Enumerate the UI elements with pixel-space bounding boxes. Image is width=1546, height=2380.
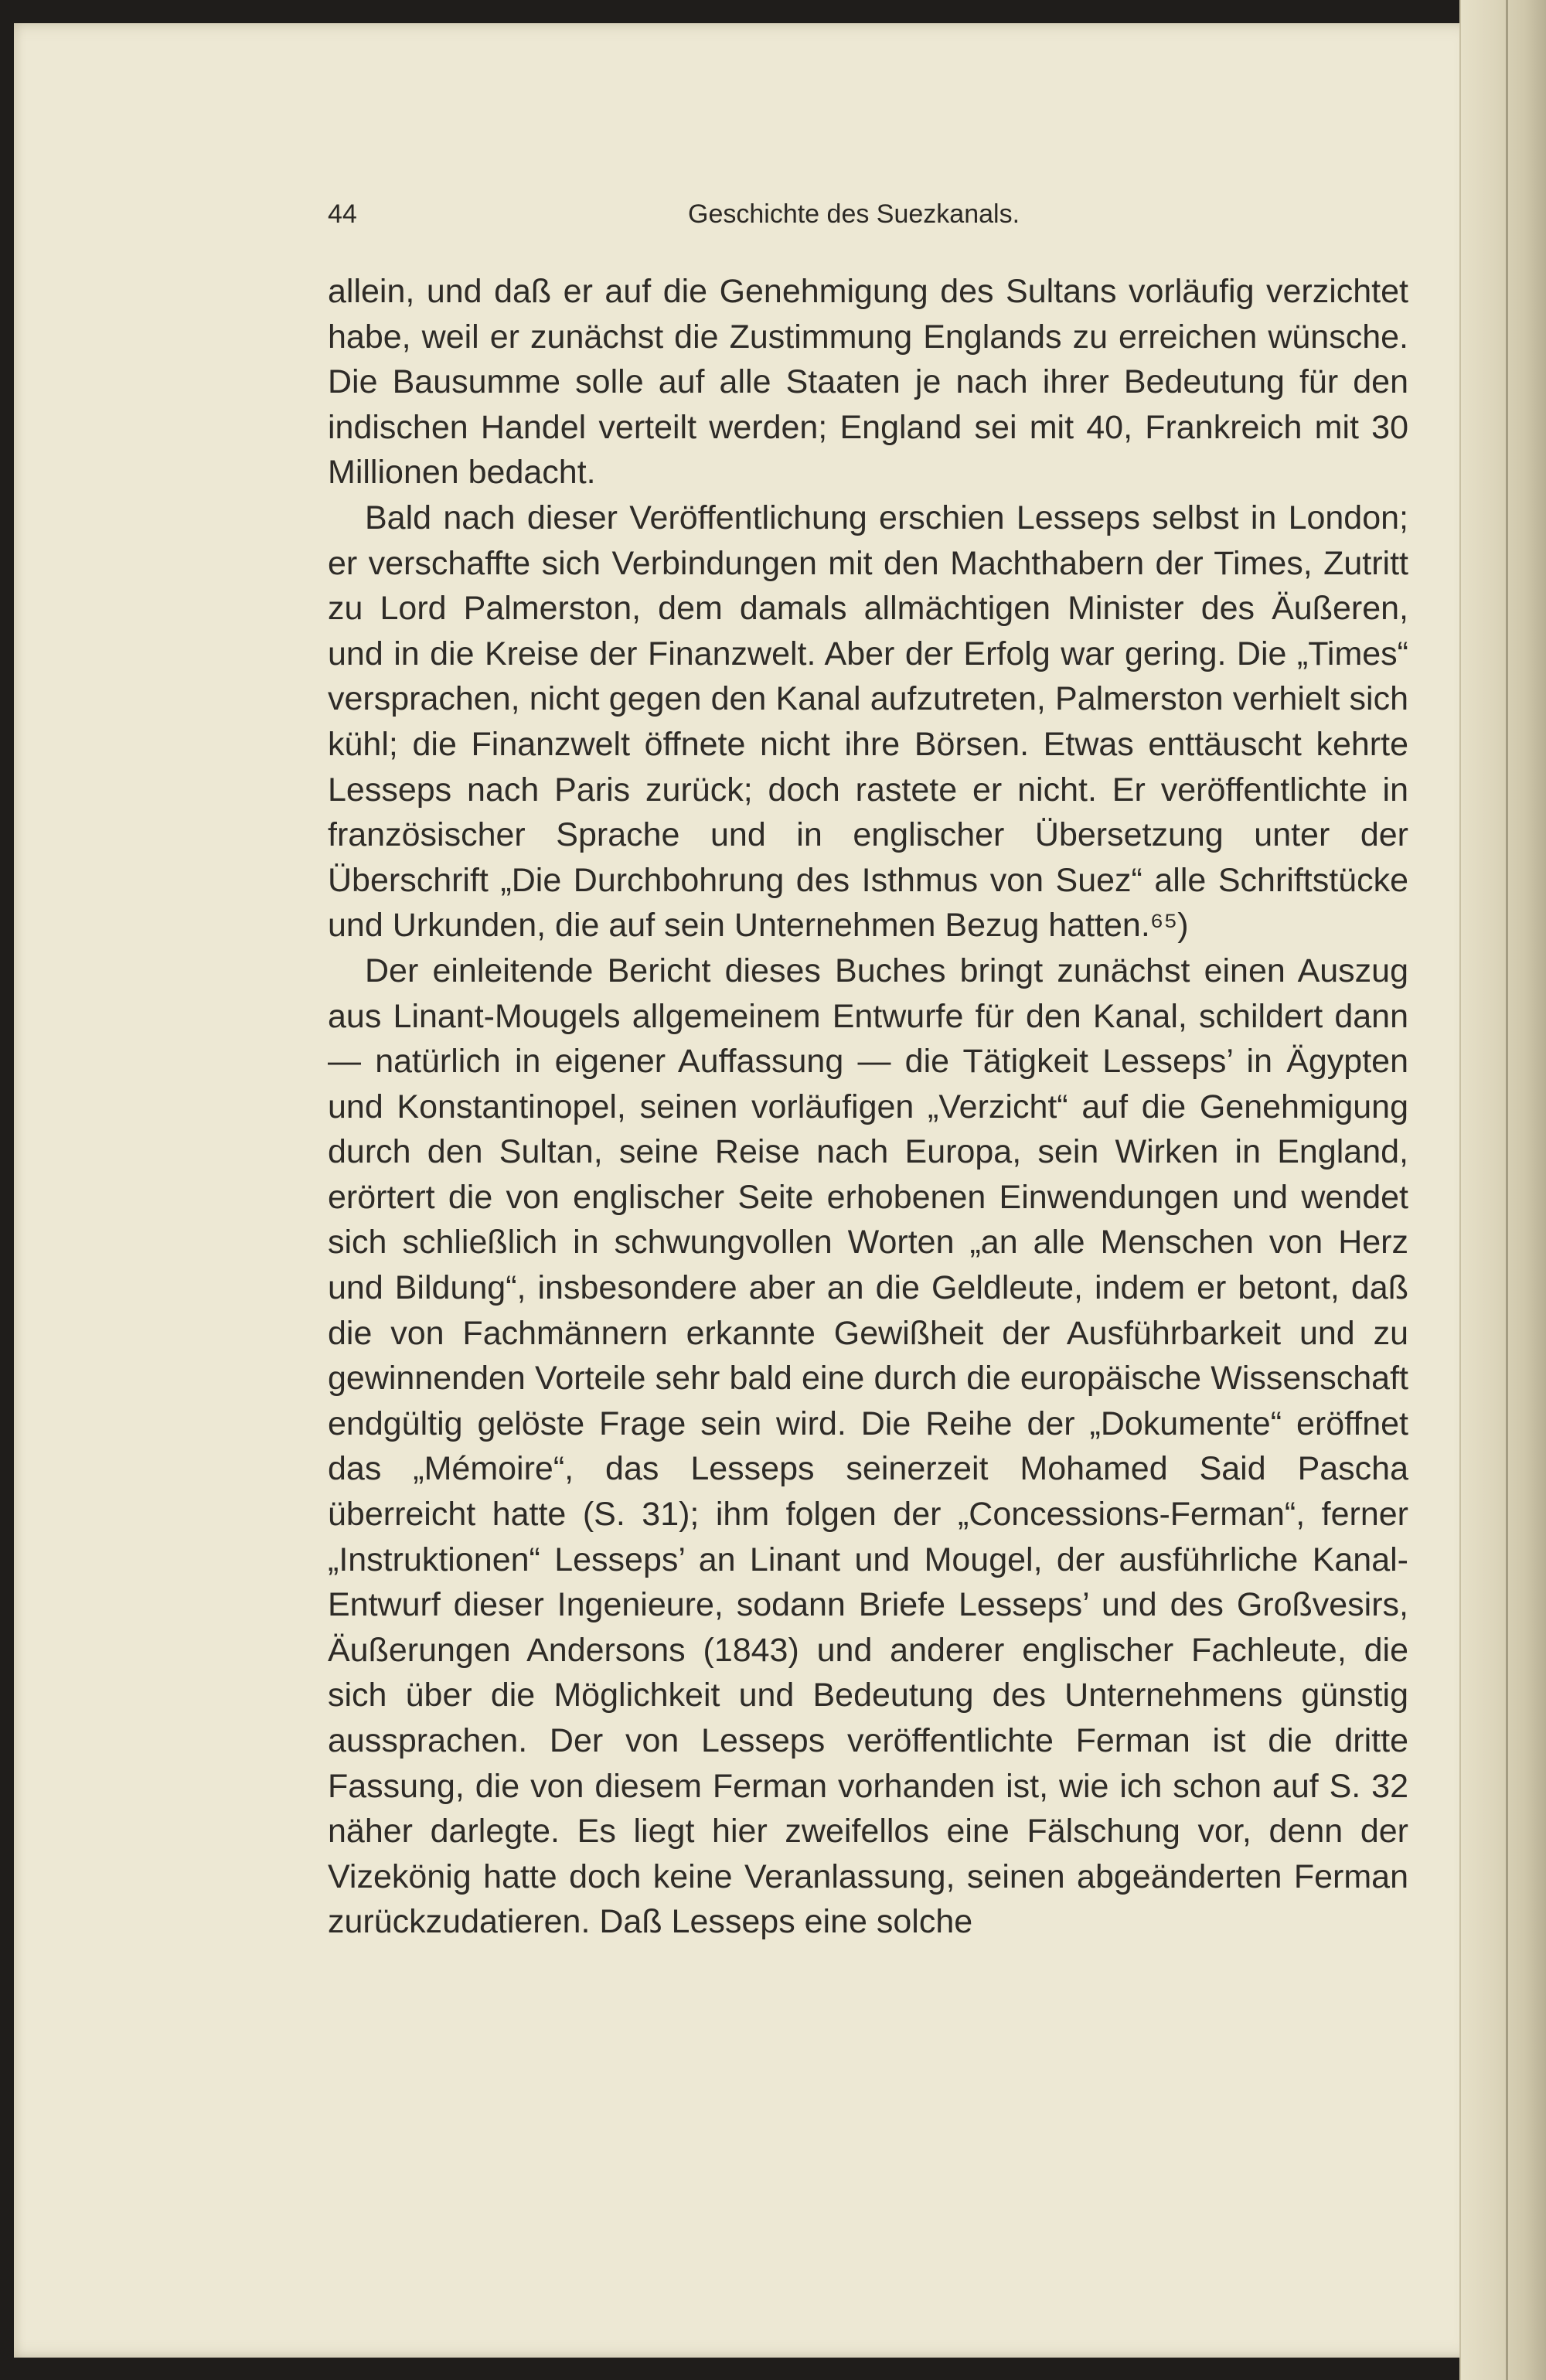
page-edge xyxy=(1459,0,1546,2380)
paragraph-2: Bald nach dieser Veröffentlichung erschien Lesseps selbst in London; er verschaffte sich Verbindungen mit den Machthabern der Times, Zutritt zu Lord Palmerston, dem damals allmächtigen Minister des Äußeren, und in die Kreise der Finanzwelt. Aber der Erfolg war gering. Die „Times“ versprachen, nicht gegen den Kanal aufzutreten, Palmerston verhielt sich kühl; die Finanzwelt öffnete nicht ihre Börsen. Etwas enttäuscht kehrte Lesseps nach Paris zurück; doch rastete er nicht. Er veröffentlichte in französischer Sprache und in englischer Übersetzung unter der Überschrift „Die Durchbohrung des Isthmus von Suez“ alle Schriftstücke und Urkunden, die auf sein Unternehmen Bezug hatten.⁶⁵) xyxy=(328,499,1408,945)
running-title: Geschichte des Suezkanals. xyxy=(688,199,1020,229)
page-number: 44 xyxy=(328,199,357,229)
body-text xyxy=(328,269,1408,1945)
page-header xyxy=(328,199,1438,238)
paragraph-1: allein, und daß er auf die Genehmigung des Sultans vorläufig verzichtet habe, weil er zunächst die Zustimmung Englands zu erreichen wünsche. Die Bausumme solle auf alle Staaten je nach ihrer Bedeutung für den indischen Handel verteilt werden; England sei mit 40, Frankreich mit 30 Millionen bedacht. xyxy=(328,273,1408,492)
paragraph-3: Der einleitende Bericht dieses Buches bringt zunächst einen Auszug aus Linant-Mougels allgemeinem Entwurfe für den Kanal, schildert dann — natürlich in eigener Auffassung — die Tätigkeit Lesseps’ in Ägypten und Konstantinopel, seinen vorläufigen „Verzicht“ auf die Genehmigung durch den Sultan, seine Reise nach Europa, sein Wirken in England, erörtert die von englischer Seite erhobenen Einwendungen und wendet sich schließlich in schwungvollen Worten „an alle Menschen von Herz und Bildung“, insbesondere aber an die Geldleute, indem er betont, daß die von Fachmännern erkannte Gewißheit der Ausführbarkeit und zu gewinnenden Vorteile sehr bald eine durch die europäische Wissenschaft endgültig gelöste Frage sein wird. Die Reihe der „Dokumente“ eröffnet das „Mémoire“, das Lesseps seinerzeit Mohamed Said Pascha überreicht hatte (S. 31); ihm folgen der „Concessions-Ferman“, ferner „Instruktionen“ Lesseps’ an Linant und Mougel, der ausführliche Kanal-Entwurf dieser Ingenieure, sodann Briefe Lesseps’ und des Großvesirs, Äußerungen Andersons (1843) und anderer englischer Fachleute, die sich über die Möglichkeit und Bedeutung des Unternehmens günstig aussprachen. Der von Lesseps veröffentlichte Ferman ist die dritte Fassung, die von diesem Ferman vorhanden ist, wie ich schon auf S. 32 näher darlegte. Es liegt hier zweifellos eine Fälschung vor, denn der Vizekönig hatte doch keine Veranlassung, seinen abgeänderten Ferman zurückzudatieren. Daß Lesseps eine solche xyxy=(328,952,1408,1941)
